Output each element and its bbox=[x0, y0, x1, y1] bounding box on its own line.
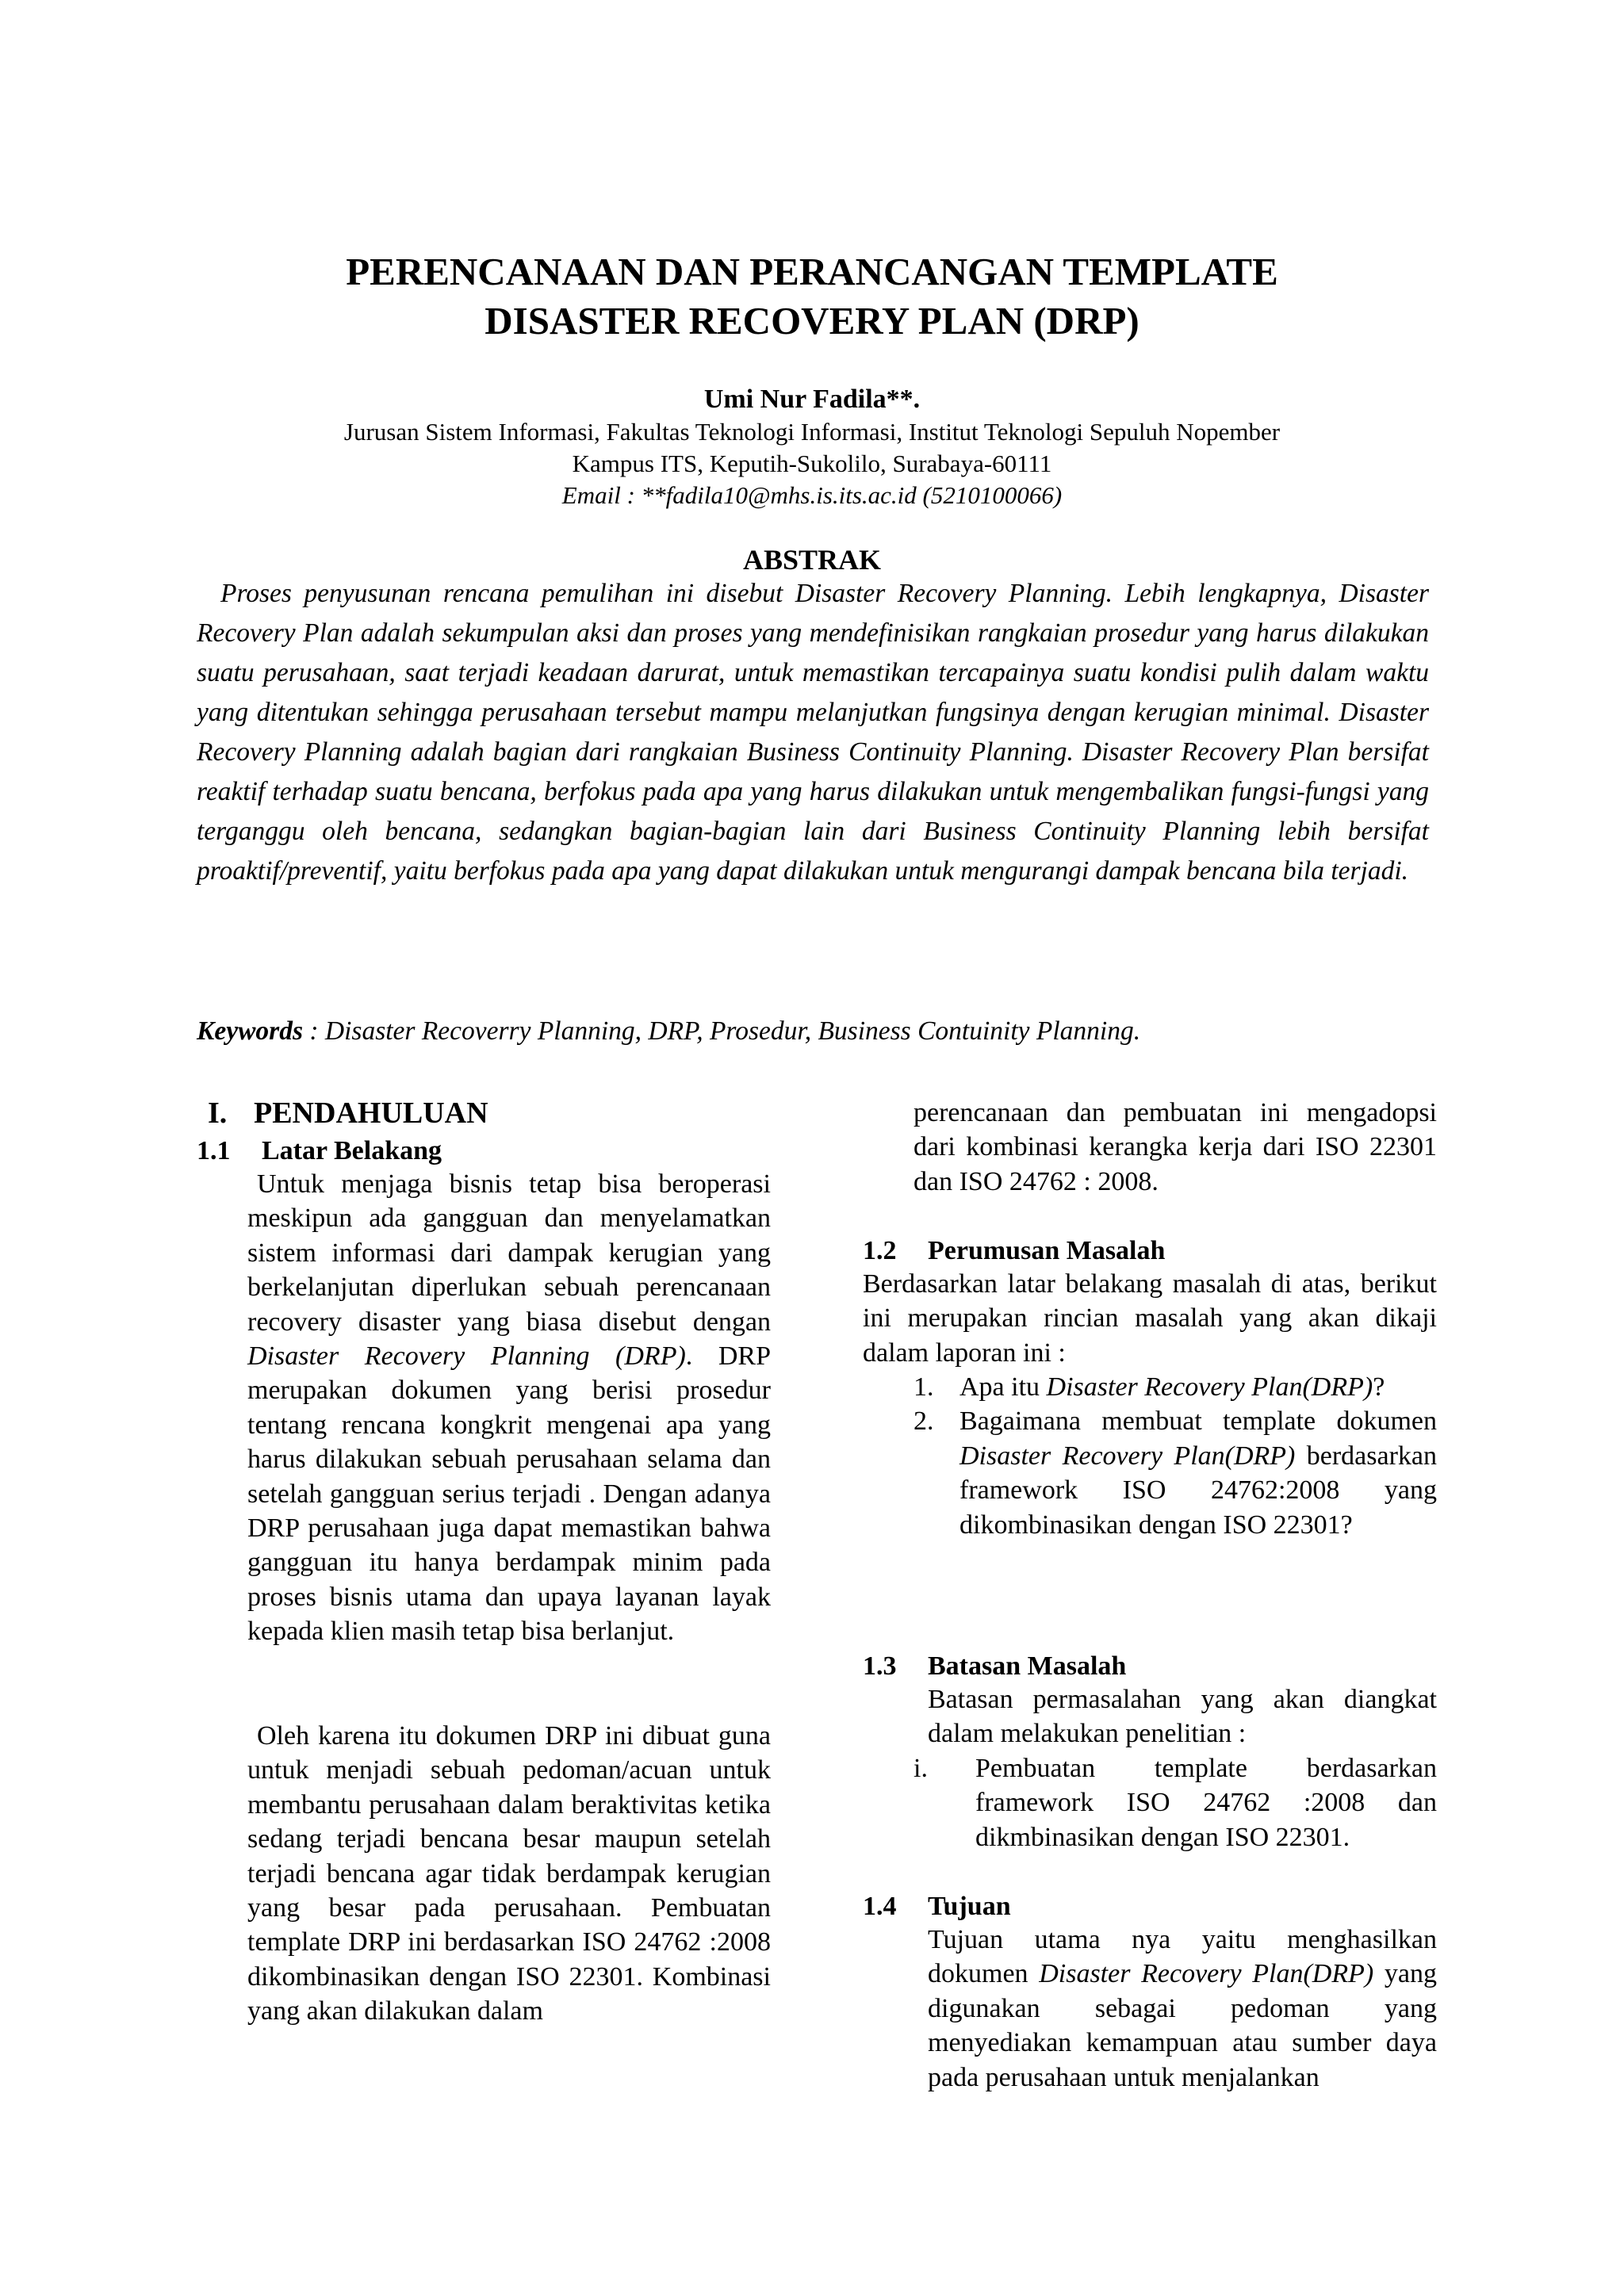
list-item-text-italic: Disaster Recovery Plan(DRP) bbox=[959, 1441, 1296, 1471]
keywords-label: Keywords bbox=[197, 1016, 303, 1046]
paragraph-text: Untuk menjaga bisnis tetap bisa beroperasi meskipun ada gangguan dan menyelamatkan sistem informasi dari dampak kerugian yang berkelanjutan diperlukan sebuah perencanaan recovery disaster yang biasa disebut dengan bbox=[247, 1169, 771, 1337]
list-item-text-italic: Disaster Recovery Plan(DRP) bbox=[1046, 1372, 1373, 1402]
list-item-text: berdasarkan framework ISO 24762:2008 yang dikombinasikan dengan ISO 22301? bbox=[959, 1441, 1437, 1540]
subsection-number: 1.1 bbox=[197, 1136, 231, 1165]
subsection-heading-tujuan bbox=[863, 1890, 1011, 1923]
list-marker: 2. bbox=[914, 1406, 934, 1437]
list-item-text: Bagaimana membuat template dokumen bbox=[959, 1406, 1437, 1437]
paragraph-text: yang digunakan sebagai pedoman yang menyediakan kemampuan atau sumber daya pada perusahaan untuk menjalankan bbox=[928, 1959, 1437, 2092]
keywords-text: : Disaster Recoverry Planning, DRP, Prosedur, Business Contuinity Planning. bbox=[303, 1016, 1141, 1046]
subsection-title: Perumusan Masalah bbox=[928, 1236, 1166, 1265]
list-item-text: Apa itu bbox=[959, 1372, 1047, 1402]
scope-list bbox=[914, 1751, 1437, 1854]
subsection-heading-perumusan-masalah bbox=[863, 1234, 1165, 1268]
paragraph-text-italic: Disaster Recovery Plan(DRP) bbox=[1039, 1959, 1374, 1989]
section-number: I. bbox=[208, 1096, 228, 1130]
list-item bbox=[914, 1404, 1437, 1542]
affiliation-line-1: Jurusan Sistem Informasi, Fakultas Teknologi Informasi, Institut Teknologi Sepuluh Nopember bbox=[343, 418, 1281, 446]
subsection-heading-batasan-masalah bbox=[863, 1650, 1126, 1683]
subsection-number: 1.4 bbox=[863, 1892, 897, 1921]
tujuan-paragraph bbox=[928, 1923, 1437, 2095]
batasan-masalah-intro: Batasan permasalahan yang akan diangkat dalam melakukan penelitian : bbox=[928, 1685, 1437, 1749]
list-item-text: ? bbox=[1373, 1372, 1385, 1402]
list-marker: 1. bbox=[914, 1372, 934, 1402]
latar-belakang-paragraph-2: Oleh karena itu dokumen DRP ini dibuat guna untuk menjadi sebuah pedoman/acuan untuk membantu perusahaan dalam beraktivitas ketika sedang terjadi bencana besar maupun setelah terjadi bencana agar tidak berdampak kerugian yang besar pada perusahaan. Pembuatan template DRP ini berdasarkan ISO 24762 :2008 dikombinasikan dengan ISO 22301. Kombinasi yang akan dilakukan dalam bbox=[247, 1721, 771, 2026]
abstract-heading: ABSTRAK bbox=[742, 544, 882, 576]
section-heading-pendahuluan bbox=[208, 1096, 488, 1131]
subsection-title: Latar Belakang bbox=[262, 1136, 442, 1165]
paragraph-text: . DRP merupakan dokumen yang berisi prosedur tentang rencana kongkrit mengenai apa yang harus dilakukan sebuah perusahaan selama dan setelah gangguan serius terjadi . Dengan adanya DRP perusahaan juga dapat memastikan bahwa gangguan itu hanya berdampak minim pada proses bisnis utama dan upaya layanan layak kepada klien masih tetap bisa berlanjut. bbox=[247, 1341, 771, 1647]
paper-title-line-2: DISASTER RECOVERY PLAN (DRP) bbox=[485, 299, 1139, 342]
list-item-text: Pembuatan template berdasarkan framework ISO 24762 :2008 dan dikmbinasikan dengan ISO 22301. bbox=[975, 1754, 1437, 1852]
perumusan-masalah-intro: Berdasarkan latar belakang masalah di atas, berikut ini merupakan rincian masalah yang akan dikaji dalam laporan ini : bbox=[863, 1269, 1437, 1368]
subsection-number: 1.3 bbox=[863, 1651, 897, 1681]
latar-belakang-paragraph-1 bbox=[247, 1167, 771, 1649]
paper-title-line-1: PERENCANAAN DAN PERANCANGAN TEMPLATE bbox=[346, 250, 1278, 293]
paragraph-text-italic: Disaster Recovery Planning (DRP) bbox=[247, 1341, 686, 1372]
keywords-line bbox=[197, 1014, 1429, 1049]
section-title: PENDAHULUAN bbox=[254, 1096, 488, 1130]
affiliation-line-2: Kampus ITS, Keputih-Sukolilo, Surabaya-60111 bbox=[572, 450, 1052, 477]
list-item bbox=[914, 1751, 1437, 1854]
continued-paragraph: perencanaan dan pembuatan ini mengadopsi dari kombinasi kerangka kerja dari ISO 22301 dan ISO 24762 : 2008. bbox=[914, 1098, 1437, 1196]
subsection-heading-latar-belakang bbox=[197, 1135, 442, 1168]
subsection-number: 1.2 bbox=[863, 1236, 897, 1265]
abstract-text: Proses penyusunan rencana pemulihan ini disebut Disaster Recovery Planning. Lebih lengkapnya, Disaster Recovery Plan adalah sekumpulan aksi dan proses yang mendefinisikan rangkaian prosedur yang harus dilakukan suatu perusahaan, saat terjadi keadaan darurat, untuk memastikan tercapainya suatu kondisi pulih dalam waktu yang ditentukan sehingga perusahaan tersebut mampu melanjutkan fungsinya dengan kerugian minimal. Disaster Recovery Planning adalah bagian dari rangkaian Business Continuity Planning. Disaster Recovery Plan bersifat reaktif terhadap suatu bencana, berfokus pada apa yang harus dilakukan untuk mengembalikan fungsi-fungsi yang terganggu oleh bencana, sedangkan bagian-bagian lain dari Business Continuity Planning lebih bersifat proaktif/preventif, yaitu berfokus pada apa yang dapat dilakukan untuk mengurangi dampak bencana bila terjadi. bbox=[197, 579, 1429, 886]
subsection-title: Batasan Masalah bbox=[928, 1651, 1127, 1681]
list-item bbox=[914, 1370, 1437, 1404]
author-name: Umi Nur Fadila**. bbox=[703, 385, 921, 414]
author-email: Email : **fadila10@mhs.is.its.ac.id (5210100066) bbox=[561, 481, 1063, 509]
list-marker: i. bbox=[914, 1754, 928, 1783]
subsection-title: Tujuan bbox=[928, 1892, 1011, 1921]
problem-list bbox=[914, 1370, 1437, 1542]
paragraph-text: Tujuan utama nya yaitu menghasilkan dokumen bbox=[928, 1925, 1437, 1989]
